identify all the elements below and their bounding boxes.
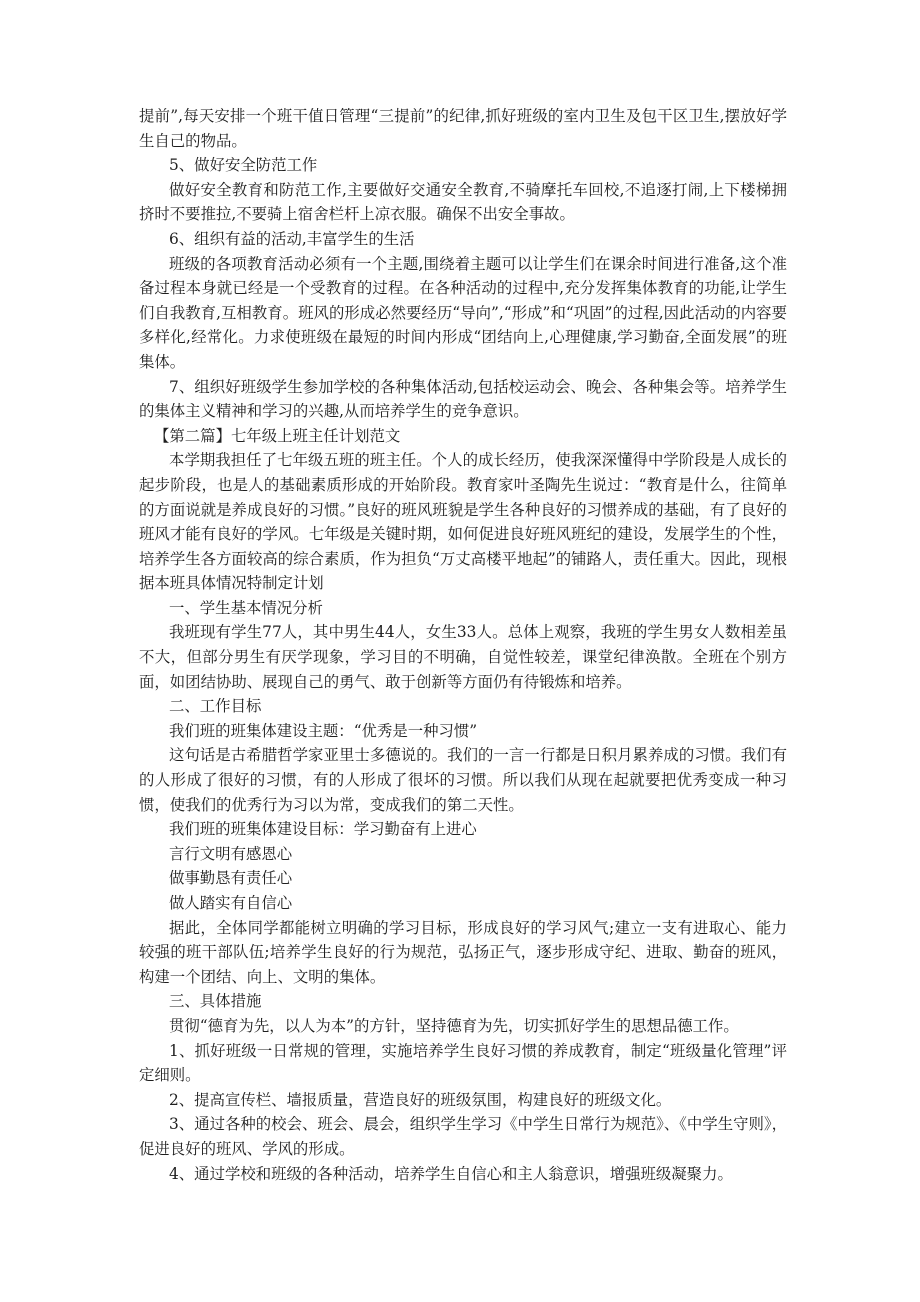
paragraph-accordingly: 据此，全体同学都能树立明确的学习目标，形成良好的学习风气;建立一支有进取心、能力较强的班干部队伍;培养学生良好的行为规范，弘扬正气，逐步形成守纪、进取、勤奋的班风，构建一个团结、向上、文明的集体。 [139, 918, 787, 986]
paragraph-goal-study: 我们班的班集体建设目标：学习勤奋有上进心 [169, 820, 477, 839]
paragraph-intro: 本学期我担任了七年级五班的班主任。个人的成长经历，使我深深懂得中学阶段是人成长的起步阶段，也是人的基础素质形成的开始阶段。教育家叶圣陶先生说过：“教育是什么，往简单的方面说就是养成良好的习惯。”良好的班风班貌是学生各种良好的习惯养成的基础，有了良好的班风才能有良好的学风。七年级是关键时期，如何促进良好班风班纪的建设，发展学生的个性，培养学生各方面较高的综合素质，作为担负“万丈高楼平地起”的铺路人，责任重大。因此，现根据本班具体情况特制定计划 [139, 451, 787, 593]
paragraph-continuation: 提前”,每天安排一个班干值日管理“三提前”的纪律,抓好班级的室内卫生及包干区卫生,摆放好学生自己的物品。 [139, 107, 787, 150]
paragraph-measure-3: 3、通过各种的校会、班会、晨会，组织学生学习《中学生日常行为规范》、《中学生守则》，促进良好的班风、学风的形成。 [139, 1115, 787, 1158]
paragraph-activities: 班级的各项教育活动必须有一个主题,围绕着主题可以让学生们在课余时间进行准备,这个准备过程本身就已经是一个受教育的过程。在各种活动的过程中,充分发挥集体教育的功能,让学生们自我教育,互相教育。班风的形成必然要经历“导向”,“形成”和“巩固”的过程,因此活动的内容要多样化,经常化。力求使班级在最短的时间内形成“团结向上,心理健康,学习勤奋,全面发展”的班集体。 [139, 254, 787, 371]
paragraph-student-analysis: 我班现有学生77人，其中男生44人，女生33人。总体上观察，我班的学生男女人数相差虽不大，但部分男生有厌学现象，学习目的不明确，自觉性较差，课堂纪律涣散。全班在个别方面，如团结协助、展现自己的勇气、敢于创新等方面仍有待锻炼和培养。 [139, 623, 787, 691]
heading-measures: 三、具体措施 [169, 992, 262, 1011]
paragraph-goal-speech: 言行文明有感恩心 [169, 844, 293, 863]
document-page [139, 104, 787, 1186]
paragraph-measure-2: 2、提高宣传栏、墙报质量，营造良好的班级氛围，构建良好的班级文化。 [169, 1090, 672, 1109]
paragraph-measure-1: 1、抓好班级一日常规的管理，实施培养学生良好习惯的养成教育，制定“班级量化管理”评定细则。 [139, 1041, 787, 1085]
paragraph-goal-work: 做事勤恳有责任心 [169, 869, 293, 888]
paragraph-aristotle: 这句话是古希腊哲学家亚里士多德说的。我们的一言一行都是日积月累养成的习惯。我们有的人形成了很好的习惯，有的人形成了很坏的习惯。所以我们从现在起就要把优秀变成一种习惯，使我们的优秀行为习以为常，变成我们的第二天性。 [139, 746, 787, 814]
heading-student-analysis: 一、学生基本情况分析 [169, 598, 323, 617]
section-title-second: 【第二篇】七年级上班主任计划范文 [154, 426, 401, 445]
paragraph-theme: 我们班的班集体建设主题：“优秀是一种习惯” [169, 721, 478, 740]
paragraph-measure-4: 4、通过学校和班级的各种活动，培养学生自信心和主人翁意识，增强班级凝聚力。 [169, 1164, 733, 1183]
paragraph-safety: 做好安全教育和防范工作,主要做好交通安全教育,不骑摩托车回校,不追逐打闹,上下楼梯拥挤时不要推拉,不要骑上宿舍栏杆上凉衣服。确保不出安全事故。 [139, 180, 787, 224]
heading-activities: 6、组织有益的活动,丰富学生的生活 [169, 229, 415, 248]
paragraph-collective: 7、组织好班级学生参加学校的各种集体活动,包括校运动会、晚会、各种集会等。培养学生的集体主义精神和学习的兴趣,从而培养学生的竞争意识。 [139, 377, 787, 421]
paragraph-policy: 贯彻“德育为先，以人为本”的方针，坚持德育为先，切实抓好学生的思想品德工作。 [169, 1016, 739, 1035]
paragraph-goal-person: 做人踏实有自信心 [169, 894, 293, 912]
heading-safety: 5、做好安全防范工作 [169, 156, 318, 175]
heading-goals: 二、工作目标 [169, 697, 262, 716]
